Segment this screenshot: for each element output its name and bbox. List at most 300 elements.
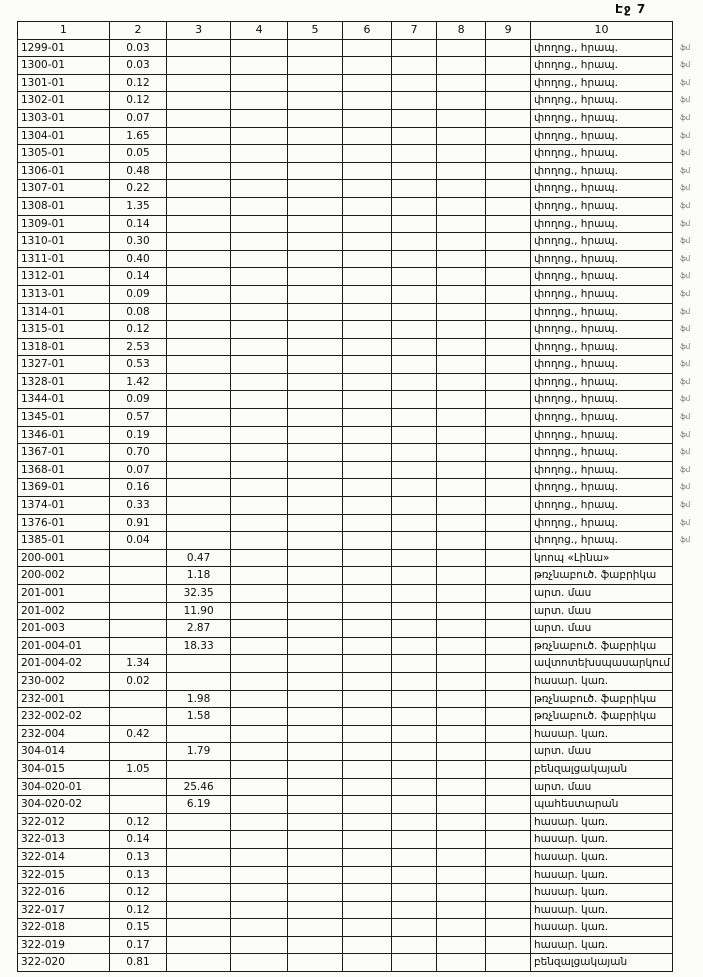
table-cell	[230, 338, 287, 356]
table-row	[18, 479, 703, 497]
table-cell	[342, 866, 392, 884]
table-cell: 2.53	[109, 338, 167, 356]
table-cell	[392, 831, 437, 849]
table-cell: հասար. կառ.	[530, 672, 672, 690]
table-cell	[486, 497, 531, 515]
table-cell	[486, 866, 531, 884]
table-cell	[167, 162, 231, 180]
table-cell	[392, 708, 437, 726]
margin-annotation: ֆմ	[680, 377, 691, 386]
table-cell: 1369-01	[18, 479, 110, 497]
table-cell	[392, 321, 437, 339]
table-cell	[392, 497, 437, 515]
table-row	[18, 39, 703, 57]
table-cell: 0.16	[109, 479, 167, 497]
table-cell: 11.90	[167, 602, 231, 620]
table-cell	[109, 549, 167, 567]
table-cell: 1315-01	[18, 321, 110, 339]
table-cell: 201-003	[18, 620, 110, 638]
table-cell	[167, 321, 231, 339]
table-cell	[392, 127, 437, 145]
table-cell: փողոց., հրապ.	[530, 338, 672, 356]
table-row	[18, 514, 703, 532]
table-cell: փողոց., հրապ.	[530, 356, 672, 374]
table-cell	[392, 426, 437, 444]
table-cell	[288, 92, 342, 110]
table-cell	[392, 145, 437, 163]
table-cell	[288, 197, 342, 215]
table-cell	[392, 162, 437, 180]
margin-annotation: ֆմ	[680, 113, 691, 122]
document-table	[17, 21, 703, 972]
table-cell: 0.12	[109, 92, 167, 110]
table-cell: փողոց., հրապ.	[530, 321, 672, 339]
table-cell	[392, 197, 437, 215]
column-header: 10	[530, 22, 672, 40]
table-cell	[342, 532, 392, 550]
table-cell	[436, 725, 486, 743]
table-row	[18, 215, 703, 233]
table-cell	[342, 57, 392, 75]
margin-annotation	[673, 919, 703, 937]
table-cell	[486, 373, 531, 391]
margin-annotation: ֆմ	[680, 43, 691, 52]
table-cell	[230, 356, 287, 374]
margin-annotation: ֆմ	[680, 501, 691, 510]
margin-annotation: ֆմ	[680, 96, 691, 105]
table-cell: 0.12	[109, 321, 167, 339]
table-cell: 0.03	[109, 39, 167, 57]
table-cell	[230, 391, 287, 409]
table-cell	[486, 233, 531, 251]
table-cell: 0.70	[109, 444, 167, 462]
table-cell	[436, 127, 486, 145]
table-row	[18, 725, 703, 743]
column-header: 9	[486, 22, 531, 40]
table-cell	[486, 760, 531, 778]
table-cell	[288, 637, 342, 655]
table-cell: փողոց., հրապ.	[530, 127, 672, 145]
table-cell	[342, 549, 392, 567]
margin-annotation: ֆմ	[680, 237, 691, 246]
table-cell	[436, 585, 486, 603]
table-cell	[230, 145, 287, 163]
table-cell: 232-001	[18, 690, 110, 708]
table-cell	[342, 145, 392, 163]
table-cell: 18.33	[167, 637, 231, 655]
table-cell	[230, 109, 287, 127]
table-cell	[342, 215, 392, 233]
table-cell	[342, 655, 392, 673]
table-cell	[230, 954, 287, 972]
table-cell	[392, 813, 437, 831]
table-cell	[230, 426, 287, 444]
table-cell	[436, 655, 486, 673]
table-cell	[167, 444, 231, 462]
table-row	[18, 109, 703, 127]
table-cell	[288, 549, 342, 567]
table-cell	[436, 356, 486, 374]
column-header: 4	[230, 22, 287, 40]
table-cell: փողոց., հրապ.	[530, 109, 672, 127]
table-cell: 0.12	[109, 74, 167, 92]
table-cell: 0.14	[109, 268, 167, 286]
table-cell: հասար. կառ.	[530, 901, 672, 919]
table-cell	[109, 585, 167, 603]
table-row	[18, 303, 703, 321]
table-cell	[436, 848, 486, 866]
table-cell	[342, 725, 392, 743]
table-row	[18, 250, 703, 268]
table-cell: փողոց., հրապ.	[530, 461, 672, 479]
table-cell	[109, 743, 167, 761]
table-cell	[392, 250, 437, 268]
table-cell	[230, 479, 287, 497]
margin-annotation: ֆմ	[680, 289, 691, 298]
table-row	[18, 585, 703, 603]
margin-annotation	[673, 690, 703, 708]
table-cell	[288, 532, 342, 550]
table-cell: 1.42	[109, 373, 167, 391]
table-cell: արտ. մաս	[530, 602, 672, 620]
margin-annotation	[673, 549, 703, 567]
table-row	[18, 426, 703, 444]
table-cell: 25.46	[167, 778, 231, 796]
table-cell: 1311-01	[18, 250, 110, 268]
table-cell: 1327-01	[18, 356, 110, 374]
table-cell: փողոց., հրապ.	[530, 180, 672, 198]
margin-annotation	[673, 866, 703, 884]
table-cell	[392, 338, 437, 356]
table-cell: փողոց., հրապ.	[530, 57, 672, 75]
table-cell: փողոց., հրապ.	[530, 215, 672, 233]
table-cell	[230, 162, 287, 180]
table-cell: 1.79	[167, 743, 231, 761]
table-cell	[392, 444, 437, 462]
table-row	[18, 567, 703, 585]
table-row	[18, 180, 703, 198]
table-cell: 1314-01	[18, 303, 110, 321]
table-cell	[436, 637, 486, 655]
table-cell	[288, 585, 342, 603]
table-cell	[486, 901, 531, 919]
table-cell	[288, 884, 342, 902]
table-row	[18, 901, 703, 919]
table-cell: 322-017	[18, 901, 110, 919]
table-row	[18, 936, 703, 954]
table-cell	[436, 268, 486, 286]
table-cell	[230, 690, 287, 708]
table-cell: 0.08	[109, 303, 167, 321]
table-row	[18, 409, 703, 427]
table-cell: հասար. կառ.	[530, 848, 672, 866]
table-cell	[436, 145, 486, 163]
table-row	[18, 532, 703, 550]
table-cell: թռչնաբուծ. ֆաբրիկա	[530, 690, 672, 708]
table-cell	[342, 109, 392, 127]
table-cell	[486, 92, 531, 110]
table-cell	[167, 215, 231, 233]
table-cell	[392, 479, 437, 497]
table-cell	[436, 708, 486, 726]
table-cell	[288, 848, 342, 866]
table-cell	[167, 92, 231, 110]
table-cell	[288, 145, 342, 163]
table-cell	[486, 936, 531, 954]
table-cell	[230, 655, 287, 673]
table-cell	[167, 479, 231, 497]
table-cell	[288, 303, 342, 321]
table-cell	[167, 866, 231, 884]
table-cell	[167, 725, 231, 743]
table-cell: 32.35	[167, 585, 231, 603]
table-cell	[167, 180, 231, 198]
table-cell	[167, 250, 231, 268]
table-cell	[436, 866, 486, 884]
table-cell	[167, 813, 231, 831]
margin-annotation: ֆմ	[680, 131, 691, 140]
table-cell	[392, 796, 437, 814]
table-cell	[342, 567, 392, 585]
table-cell: փողոց., հրապ.	[530, 145, 672, 163]
table-cell: 6.19	[167, 796, 231, 814]
table-cell	[288, 215, 342, 233]
table-cell: բենզալցակայան	[530, 954, 672, 972]
table-cell	[486, 813, 531, 831]
table-cell	[230, 919, 287, 937]
table-cell: 1.98	[167, 690, 231, 708]
table-row	[18, 127, 703, 145]
margin-annotation: ֆմ	[680, 483, 691, 492]
margin-annotation	[673, 620, 703, 638]
table-cell	[486, 461, 531, 479]
table-cell	[486, 831, 531, 849]
table-cell: 1.58	[167, 708, 231, 726]
table-cell	[230, 936, 287, 954]
margin-annotation: ֆմ	[680, 219, 691, 228]
table-row	[18, 866, 703, 884]
table-cell	[230, 180, 287, 198]
margin-annotation	[673, 884, 703, 902]
table-cell	[392, 936, 437, 954]
table-cell: փողոց., հրապ.	[530, 497, 672, 515]
table-cell	[392, 268, 437, 286]
table-cell	[288, 479, 342, 497]
table-cell	[167, 936, 231, 954]
table-cell: 1310-01	[18, 233, 110, 251]
table-cell	[288, 690, 342, 708]
table-cell	[486, 215, 531, 233]
margin-annotation: ֆմ	[680, 360, 691, 369]
table-cell	[486, 391, 531, 409]
margin-annotation	[673, 760, 703, 778]
table-cell: 1344-01	[18, 391, 110, 409]
table-cell	[436, 321, 486, 339]
table-cell	[167, 338, 231, 356]
margin-annotation: ֆմ	[680, 465, 691, 474]
table-cell	[392, 954, 437, 972]
column-header: 8	[436, 22, 486, 40]
table-cell	[486, 954, 531, 972]
table-cell	[486, 57, 531, 75]
table-cell: 1303-01	[18, 109, 110, 127]
table-cell	[392, 303, 437, 321]
table-cell	[342, 690, 392, 708]
table-cell: 0.15	[109, 919, 167, 937]
table-cell	[436, 778, 486, 796]
table-cell	[436, 936, 486, 954]
table-cell	[436, 373, 486, 391]
table-cell: 0.12	[109, 901, 167, 919]
table-cell	[486, 426, 531, 444]
table-cell: 1367-01	[18, 444, 110, 462]
table-cell	[288, 602, 342, 620]
table-cell	[230, 848, 287, 866]
margin-annotation: ֆմ	[680, 448, 691, 457]
margin-annotation: ֆմ	[680, 166, 691, 175]
table-cell	[167, 197, 231, 215]
table-cell	[436, 602, 486, 620]
table-cell	[167, 426, 231, 444]
table-cell	[167, 145, 231, 163]
table-cell: 1312-01	[18, 268, 110, 286]
table-cell	[230, 127, 287, 145]
table-cell	[436, 303, 486, 321]
table-cell	[436, 497, 486, 515]
table-cell: արտ. մաս	[530, 585, 672, 603]
table-cell	[342, 74, 392, 92]
table-cell: 0.48	[109, 162, 167, 180]
table-cell: 2.87	[167, 620, 231, 638]
table-cell: հասար. կառ.	[530, 919, 672, 937]
table-row	[18, 74, 703, 92]
table-cell	[230, 197, 287, 215]
table-cell: հասար. կառ.	[530, 884, 672, 902]
table-cell	[167, 954, 231, 972]
table-cell: 0.22	[109, 180, 167, 198]
table-cell	[230, 549, 287, 567]
table-cell	[342, 162, 392, 180]
column-header: 2	[109, 22, 167, 40]
table-cell	[288, 672, 342, 690]
table-cell: 1.34	[109, 655, 167, 673]
table-row	[18, 549, 703, 567]
table-cell	[486, 197, 531, 215]
column-header: 1	[18, 22, 110, 40]
table-cell	[288, 708, 342, 726]
table-row	[18, 637, 703, 655]
margin-annotation	[673, 831, 703, 849]
table-cell	[167, 39, 231, 57]
table-cell	[486, 655, 531, 673]
table-row	[18, 57, 703, 75]
table-cell	[486, 585, 531, 603]
table-cell: 0.02	[109, 672, 167, 690]
table-cell: արտ. մաս	[530, 743, 672, 761]
table-cell: փողոց., հրապ.	[530, 373, 672, 391]
table-cell	[167, 655, 231, 673]
table-cell: 200-001	[18, 549, 110, 567]
table-cell	[288, 409, 342, 427]
table-cell	[342, 444, 392, 462]
table-cell	[230, 409, 287, 427]
table-cell: փողոց., հրապ.	[530, 162, 672, 180]
page-label: Էջ 7	[615, 2, 647, 16]
table-cell	[167, 391, 231, 409]
table-row	[18, 197, 703, 215]
table-cell	[167, 532, 231, 550]
table-cell	[342, 585, 392, 603]
table-cell	[486, 690, 531, 708]
table-cell	[288, 57, 342, 75]
table-cell	[486, 409, 531, 427]
table-row	[18, 268, 703, 286]
table-cell	[436, 954, 486, 972]
margin-annotation: ֆմ	[680, 307, 691, 316]
table-cell	[436, 461, 486, 479]
table-cell	[436, 796, 486, 814]
table-cell: թռչնաբուծ. ֆաբրիկա	[530, 567, 672, 585]
table-cell	[342, 391, 392, 409]
table-cell	[392, 39, 437, 57]
table-cell: կոոպ «Լինա»	[530, 549, 672, 567]
table-cell	[436, 197, 486, 215]
table-row	[18, 233, 703, 251]
table-cell	[230, 215, 287, 233]
table-cell	[288, 109, 342, 127]
table-cell	[436, 285, 486, 303]
table-cell	[486, 778, 531, 796]
table-cell: փողոց., հրապ.	[530, 444, 672, 462]
table-cell	[486, 356, 531, 374]
table-cell	[392, 409, 437, 427]
table-cell	[436, 672, 486, 690]
table-cell: 0.09	[109, 391, 167, 409]
table-cell: 304-015	[18, 760, 110, 778]
table-cell	[342, 321, 392, 339]
table-cell	[230, 602, 287, 620]
table-cell	[342, 848, 392, 866]
table-cell: 232-002-02	[18, 708, 110, 726]
table-row	[18, 321, 703, 339]
table-cell	[342, 813, 392, 831]
table-cell	[436, 39, 486, 57]
table-cell	[230, 760, 287, 778]
table-cell: 1301-01	[18, 74, 110, 92]
table-cell	[342, 936, 392, 954]
table-cell: փողոց., հրապ.	[530, 250, 672, 268]
table-cell	[436, 514, 486, 532]
table-cell	[342, 778, 392, 796]
table-cell: 322-013	[18, 831, 110, 849]
table-cell	[436, 620, 486, 638]
margin-annotation	[673, 567, 703, 585]
table-cell: փողոց., հրապ.	[530, 391, 672, 409]
table-row	[18, 145, 703, 163]
table-cell	[486, 127, 531, 145]
table-cell: փողոց., հրապ.	[530, 74, 672, 92]
table-cell	[342, 409, 392, 427]
table-cell: 0.91	[109, 514, 167, 532]
table-cell	[436, 92, 486, 110]
table-cell	[167, 831, 231, 849]
table-cell	[486, 444, 531, 462]
table-row	[18, 162, 703, 180]
table-cell	[167, 760, 231, 778]
table-cell: փողոց., հրապ.	[530, 285, 672, 303]
table-cell	[392, 532, 437, 550]
table-cell	[436, 409, 486, 427]
